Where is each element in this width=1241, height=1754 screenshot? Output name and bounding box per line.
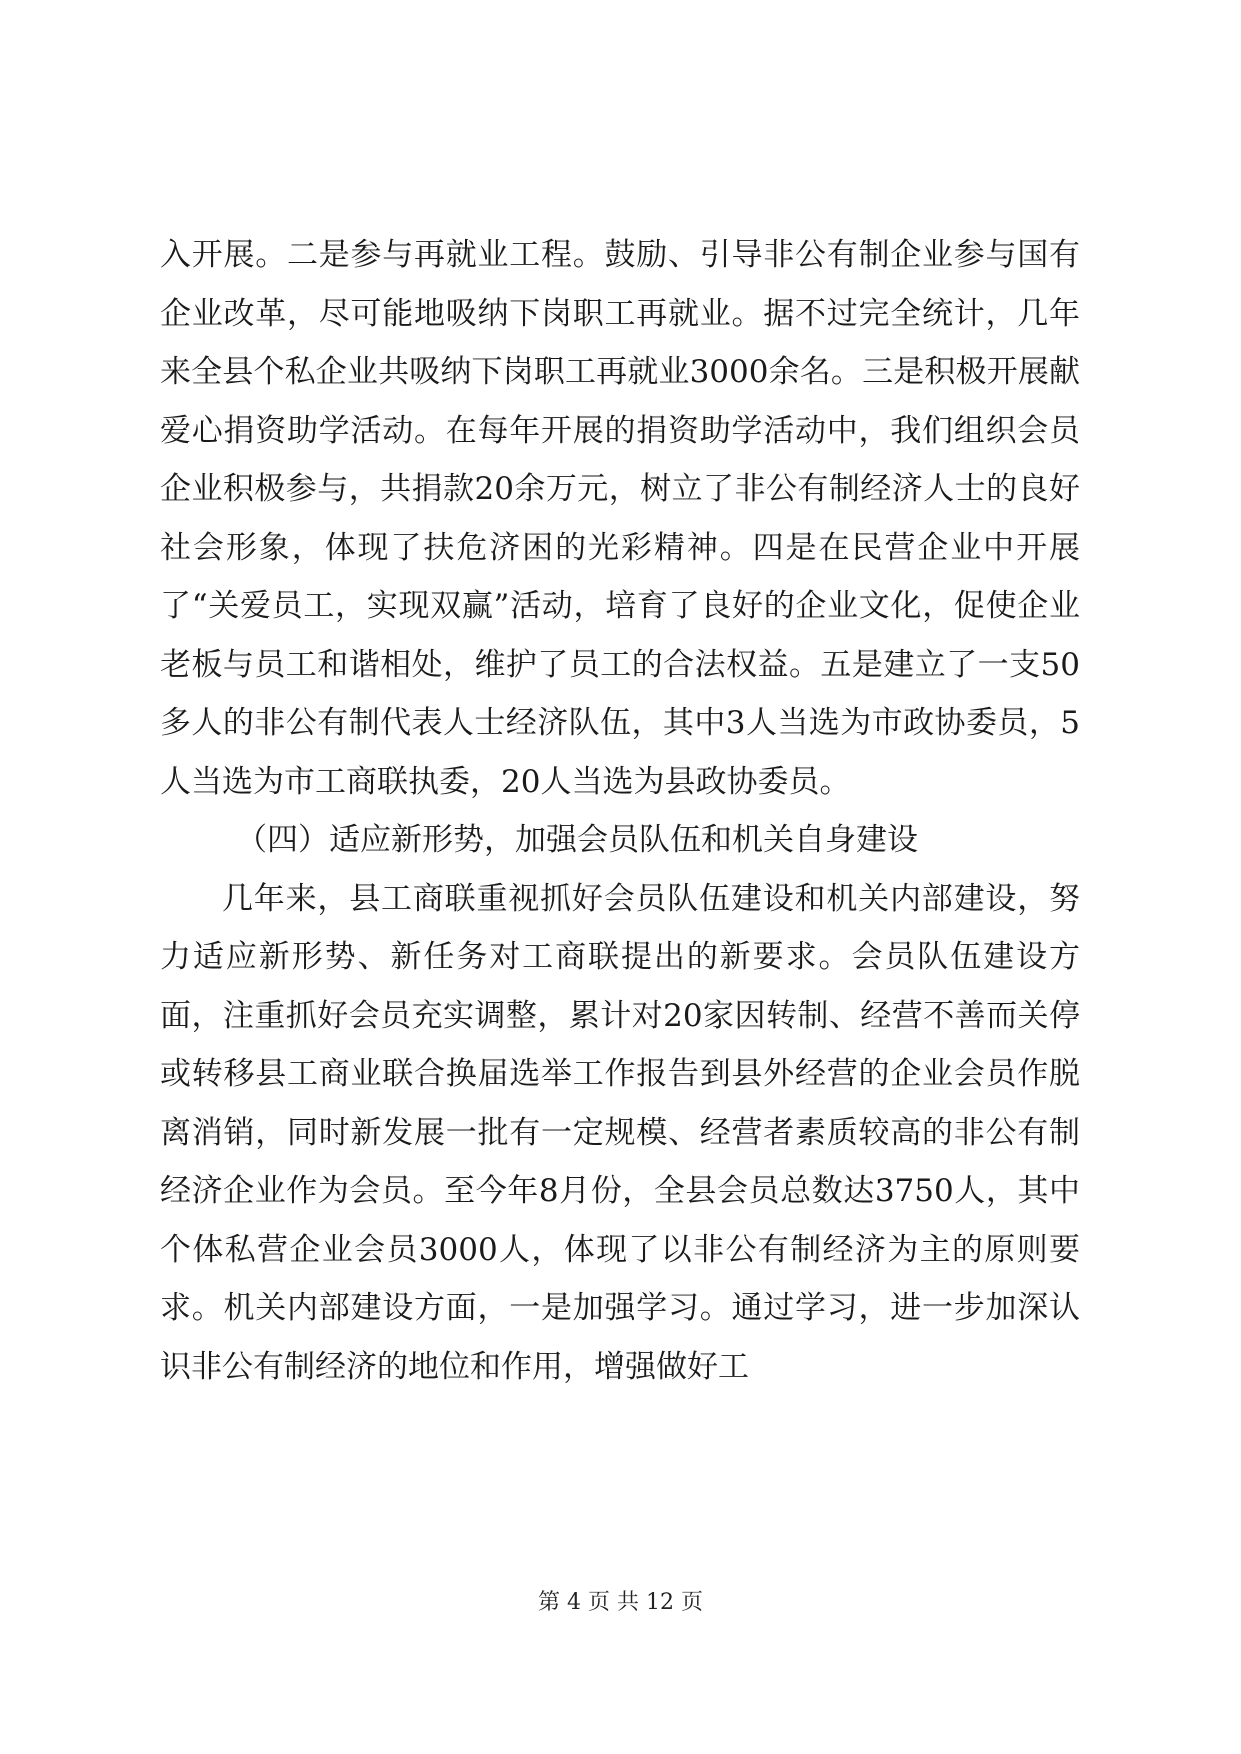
paragraph-continuation: 入开展。二是参与再就业工程。鼓励、引导非公有制企业参与国有企业改革，尽可能地吸纳下岗职工再就业。据不过完全统计，几年来全县个私企业共吸纳下岗职工再就业3000余名。三是积极开展献爱心捐资助学活动。在每年开展的捐资助学活动中，我们组织会员企业积极参与，共捐款20余万元，树立了非公有制经济人士的良好社会形象，体现了扶危济困的光彩精神。四是在民营企业中开展了“关爱员工，实现双赢”活动，培育了良好的企业文化，促使企业老板与员工和谐相处，维护了员工的合法权益。五是建立了一支50多人的非公有制代表人士经济队伍，其中3人当选为市政协委员，5人当选为市工商联执委，20人当选为县政协委员。 — [160, 237, 1080, 800]
document-body — [160, 226, 1080, 1396]
page-footer — [0, 1588, 1241, 1618]
section-heading: （四）适应新形势，加强会员队伍和机关自身建设 — [236, 822, 918, 858]
paragraph-member-building: 几年来，县工商联重视抓好会员队伍建设和机关内部建设，努力适应新形势、新任务对工商联提出的新要求。会员队伍建设方面，注重抓好会员充实调整，累计对20家因转制、经营不善而关停或转移县工商业联合换届选举工作报告到县外经营的企业会员作脱离消销，同时新发展一批有一定规模、经营者素质较高的非公有制经济企业作为会员。至今年8月份，全县会员总数达3750人，其中个体私营企业会员3000人，体现了以非公有制经济为主的原则要求。机关内部建设方面，一是加强学习。通过学习，进一步加深认识非公有制经济的地位和作用，增强做好工 — [160, 880, 1080, 1385]
page-number: 第 4 页 共 12 页 — [538, 1590, 703, 1615]
